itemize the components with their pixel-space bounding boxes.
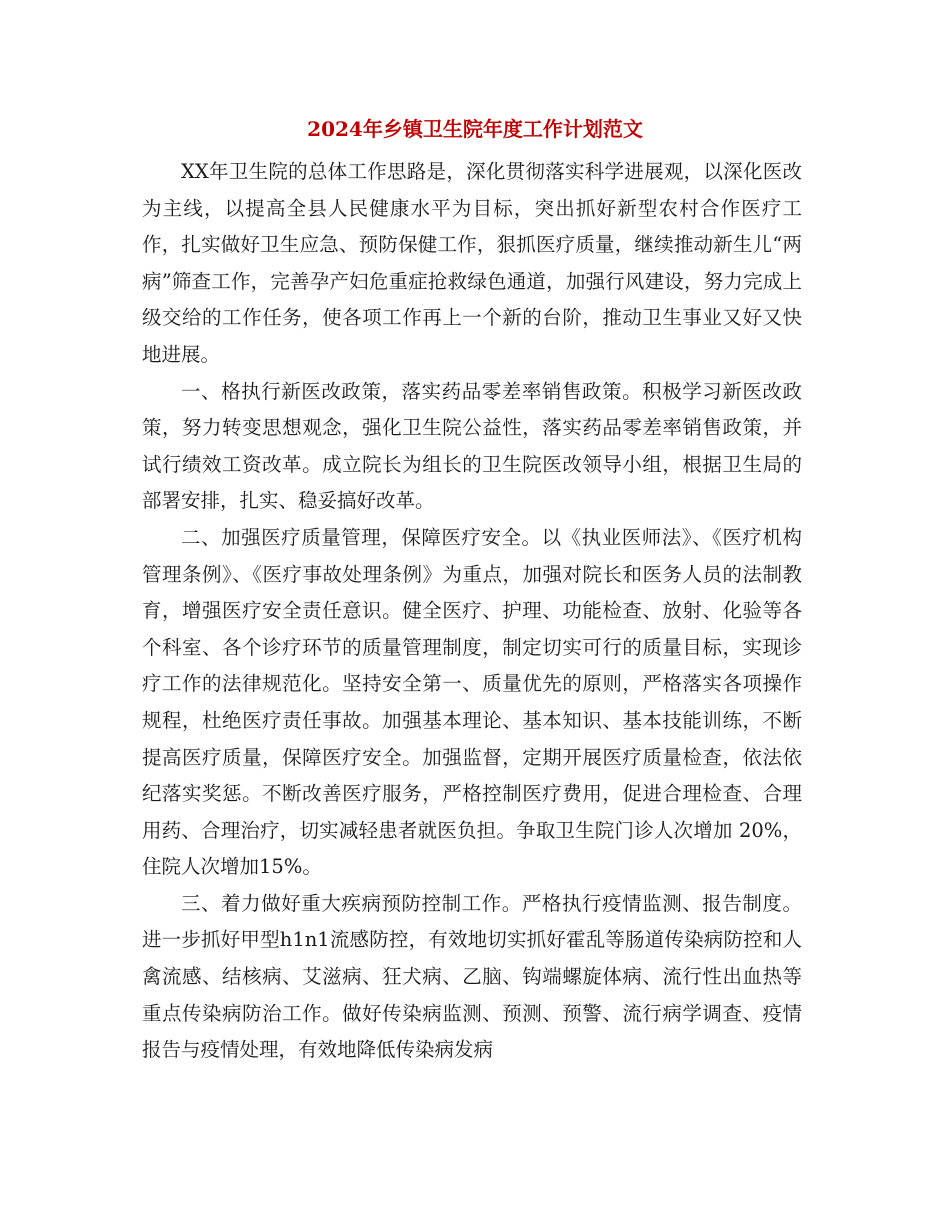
paragraph-intro: XX年卫生院的总体工作思路是，深化贯彻落实科学进展观，以深化医改为主线，以提高全县人民健康水平为目标，突出抓好新型农村合作医疗工作，扎实做好卫生应急、预防保健工作，狠抓医疗质量，继续推动新生儿“两病”筛查工作，完善孕产妇危重症抢救绿色通道，加强行风建设，努力完成上级交给的工作任务，使各项工作再上一个新的台阶，推动卫生事业又好又快地进展。 (142, 160, 802, 366)
paragraph-section-2: 二、加强医疗质量管理，保障医疗安全。以《执业医师法》、《医疗机构管理条例》、《医疗事故处理条例》为重点，加强对院长和医务人员的法制教育，增强医疗安全责任意识。健全医疗、护理、功能检查、放射、化验等各个科室、各个诊疗环节的质量管理制度，制定切实可行的质量目标，实现诊疗工作的法律规范化。坚持安全第一、质量优先的原则，严格落实各项操作规程，杜绝医疗责任事故。加强基本理论、基本知识、基本技能训练，不断提高医疗质量，保障医疗安全。加强监督，定期开展医疗质量检查，依法依纪落实奖惩。不断改善医疗服务，严格控制医疗费用，促进合理检查、合理用药、合理治疗，切实减轻患者就医负担。争取卫生院门诊人次增加 20%，住院人次增加15%。 (142, 525, 802, 879)
document-title: 2024年乡镇卫生院年度工作计划范文 (307, 117, 643, 141)
document-body (142, 154, 802, 1069)
paragraph-section-3: 三、着力做好重大疾病预防控制工作。严格执行疫情监测、报告制度。进一步抓好甲型h1n1流感防控，有效地切实抓好霍乱等肠道传染病防控和人禽流感、结核病、艾滋病、狂犬病、乙脑、钩端螺旋体病、流行性出血热等重点传染病防治工作。做好传染病监测、预测、预警、流行病学调查、疫情报告与疫情处理，有效地降低传染病发病 (142, 891, 802, 1062)
paragraph-section-1: 一、格执行新医改政策，落实药品零差率销售政策。积极学习新医改政策，努力转变思想观念，强化卫生院公益性，落实药品零差率销售政策，并试行绩效工资改革。成立院长为组长的卫生院医改领导小组，根据卫生局的部署安排，扎实、稳妥搞好改革。 (142, 379, 802, 513)
